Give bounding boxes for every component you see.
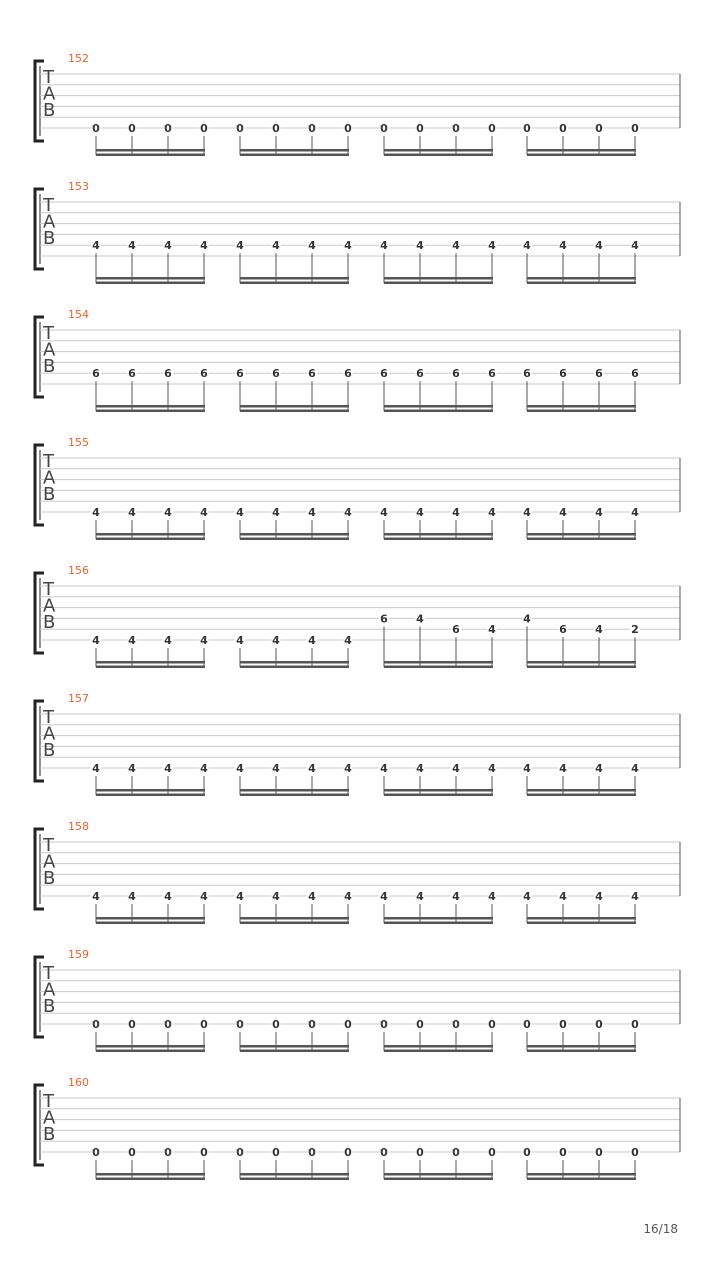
fret-number: 0: [452, 122, 460, 135]
beam: [96, 405, 205, 408]
fret-number: 4: [128, 239, 136, 253]
beam: [96, 1050, 205, 1053]
fret-number: 4: [559, 506, 567, 519]
fret-number: 4: [92, 506, 100, 519]
tab-clef-letter: B: [43, 1124, 56, 1145]
tab-clef-letter: A: [43, 979, 56, 1001]
fret-number: 4: [416, 762, 424, 775]
fret-number: 4: [236, 634, 244, 647]
fret-number: 4: [236, 506, 244, 519]
fret-number: 6: [92, 367, 100, 381]
fret-number: 4: [308, 506, 316, 519]
fret-number: 6: [488, 367, 496, 381]
tab-clef-letter: T: [43, 1091, 54, 1112]
beam: [384, 149, 493, 152]
fret-number: 0: [380, 1146, 388, 1159]
beam: [384, 789, 493, 792]
fret-number: 4: [236, 890, 244, 903]
beam: [96, 1045, 205, 1048]
fret-number: 0: [308, 1146, 316, 1159]
fret-number: 0: [344, 1146, 352, 1159]
fret-number: 4: [488, 890, 496, 903]
beam: [96, 922, 205, 925]
tab-clef-letter: B: [43, 996, 56, 1017]
beam: [384, 661, 493, 664]
tab-clef-letter: A: [43, 339, 56, 361]
fret-number: 2: [631, 623, 639, 637]
beam: [240, 917, 349, 920]
tab-clef-letter: A: [43, 723, 56, 745]
fret-number: 4: [416, 239, 424, 253]
fret-number: 0: [236, 1018, 244, 1031]
beam: [240, 661, 349, 664]
fret-number: 0: [595, 1018, 603, 1031]
fret-number: 0: [344, 1018, 352, 1031]
beam: [96, 282, 205, 285]
beam: [96, 538, 205, 541]
beam: [527, 1173, 636, 1176]
fret-number: 0: [631, 1146, 639, 1159]
measure-number: 156: [68, 564, 89, 577]
fret-number: 4: [559, 239, 567, 253]
fret-number: 4: [380, 890, 388, 903]
tab-clef-letter: A: [43, 211, 56, 233]
beam: [384, 1178, 493, 1181]
beam: [527, 789, 636, 792]
beam: [240, 922, 349, 925]
fret-number: 0: [164, 1146, 172, 1159]
fret-number: 4: [344, 890, 352, 903]
beam: [96, 533, 205, 536]
fret-number: 0: [200, 122, 208, 135]
measure-number: 153: [68, 180, 89, 193]
fret-number: 6: [200, 367, 208, 381]
fret-number: 4: [344, 239, 352, 253]
tab-clef-letter: T: [43, 323, 54, 344]
tab-clef-letter: B: [43, 612, 56, 633]
fret-number: 4: [452, 762, 460, 775]
fret-number: 4: [236, 762, 244, 775]
beam: [240, 1173, 349, 1176]
beam: [96, 661, 205, 664]
fret-number: 6: [308, 367, 316, 381]
tab-clef-letter: B: [43, 484, 56, 505]
beam: [527, 1050, 636, 1053]
fret-number: 0: [595, 1146, 603, 1159]
beam: [96, 917, 205, 920]
fret-number: 4: [488, 239, 496, 253]
beam: [240, 1178, 349, 1181]
fret-number: 6: [452, 367, 460, 381]
fret-number: 4: [488, 506, 496, 519]
fret-number: 4: [272, 239, 280, 253]
tab-clef-letter: A: [43, 1107, 56, 1129]
fret-number: 0: [272, 1018, 280, 1031]
fret-number: 4: [200, 634, 208, 647]
fret-number: 4: [523, 890, 531, 903]
measure-number: 160: [68, 1076, 89, 1089]
fret-number: 0: [631, 1018, 639, 1031]
tab-clef-letter: A: [43, 851, 56, 873]
beam: [527, 149, 636, 152]
tab-clef-letter: T: [43, 707, 54, 728]
fret-number: 4: [164, 506, 172, 519]
fret-number: 0: [308, 122, 316, 135]
beam: [240, 277, 349, 280]
beam: [527, 1045, 636, 1048]
fret-number: 4: [92, 239, 100, 253]
fret-number: 4: [344, 634, 352, 647]
fret-number: 4: [452, 506, 460, 519]
beam: [96, 666, 205, 669]
fret-number: 4: [200, 890, 208, 903]
beam: [384, 405, 493, 408]
fret-number: 4: [595, 762, 603, 775]
beam: [384, 1045, 493, 1048]
measure-number: 157: [68, 692, 89, 705]
fret-number: 0: [200, 1146, 208, 1159]
fret-number: 0: [272, 1146, 280, 1159]
beam: [240, 410, 349, 413]
fret-number: 4: [92, 890, 100, 903]
fret-number: 0: [272, 122, 280, 135]
fret-number: 0: [236, 1146, 244, 1159]
fret-number: 4: [308, 762, 316, 775]
beam: [384, 282, 493, 285]
fret-number: 6: [452, 623, 460, 637]
beam: [527, 917, 636, 920]
beam: [240, 794, 349, 797]
beam: [240, 149, 349, 152]
fret-number: 4: [523, 506, 531, 519]
fret-number: 0: [236, 122, 244, 135]
fret-number: 4: [523, 762, 531, 775]
fret-number: 4: [523, 239, 531, 253]
fret-number: 0: [559, 122, 567, 135]
fret-number: 4: [308, 634, 316, 647]
tab-clef-letter: T: [43, 579, 54, 600]
tab-clef-letter: A: [43, 595, 56, 617]
fret-number: 0: [488, 1018, 496, 1031]
fret-number: 6: [416, 367, 424, 381]
fret-number: 6: [272, 367, 280, 381]
fret-number: 6: [344, 367, 352, 381]
fret-number: 6: [236, 367, 244, 381]
fret-number: 4: [272, 506, 280, 519]
fret-number: 4: [559, 890, 567, 903]
beam: [96, 149, 205, 152]
fret-number: 0: [523, 1018, 531, 1031]
fret-number: 4: [272, 634, 280, 647]
fret-number: 4: [416, 506, 424, 519]
beam: [527, 154, 636, 157]
beam: [384, 666, 493, 669]
fret-number: 0: [452, 1018, 460, 1031]
fret-number: 0: [92, 1018, 100, 1031]
fret-number: 4: [128, 506, 136, 519]
fret-number: 4: [200, 762, 208, 775]
beam: [240, 789, 349, 792]
beam: [384, 794, 493, 797]
fret-number: 4: [631, 890, 639, 903]
fret-number: 0: [200, 1018, 208, 1031]
measure-number: 154: [68, 308, 89, 321]
fret-number: 4: [164, 634, 172, 647]
beam: [240, 666, 349, 669]
fret-number: 0: [92, 1146, 100, 1159]
fret-number: 6: [523, 367, 531, 381]
beam: [527, 661, 636, 664]
beam: [96, 789, 205, 792]
fret-number: 4: [128, 634, 136, 647]
fret-number: 4: [559, 762, 567, 775]
fret-number: 4: [344, 762, 352, 775]
measure-number: 159: [68, 948, 89, 961]
beam: [527, 533, 636, 536]
beam: [240, 405, 349, 408]
fret-number: 4: [452, 239, 460, 253]
beam: [96, 1178, 205, 1181]
fret-number: 4: [164, 762, 172, 775]
tab-clef-letter: B: [43, 228, 56, 249]
fret-number: 0: [164, 1018, 172, 1031]
beam: [240, 154, 349, 157]
fret-number: 0: [380, 122, 388, 135]
fret-number: 4: [488, 623, 496, 637]
fret-number: 4: [380, 506, 388, 519]
tab-clef-letter: B: [43, 356, 56, 377]
beam: [240, 1045, 349, 1048]
beam: [96, 277, 205, 280]
beam: [240, 538, 349, 541]
fret-number: 4: [164, 890, 172, 903]
beam: [384, 1173, 493, 1176]
measure-number: 155: [68, 436, 89, 449]
beam: [384, 410, 493, 413]
fret-number: 4: [595, 890, 603, 903]
tab-clef-letter: B: [43, 100, 56, 121]
beam: [384, 154, 493, 157]
beam: [96, 410, 205, 413]
fret-number: 0: [344, 122, 352, 135]
fret-number: 4: [164, 239, 172, 253]
fret-number: 0: [416, 1018, 424, 1031]
fret-number: 0: [523, 122, 531, 135]
beam: [384, 922, 493, 925]
fret-number: 0: [559, 1018, 567, 1031]
beam: [527, 410, 636, 413]
beam: [527, 922, 636, 925]
fret-number: 4: [380, 239, 388, 253]
beam: [240, 282, 349, 285]
fret-number: 4: [631, 506, 639, 519]
fret-number: 0: [416, 122, 424, 135]
fret-number: 4: [631, 762, 639, 775]
fret-number: 4: [416, 890, 424, 903]
fret-number: 4: [128, 762, 136, 775]
measure-number: 158: [68, 820, 89, 833]
fret-number: 4: [200, 239, 208, 253]
tab-clef-letter: A: [43, 83, 56, 105]
tab-clef-letter: T: [43, 963, 54, 984]
beam: [527, 1178, 636, 1181]
fret-number: 0: [488, 1146, 496, 1159]
fret-number: 4: [595, 506, 603, 519]
fret-number: 0: [128, 1146, 136, 1159]
tab-clef-letter: A: [43, 467, 56, 489]
beam: [527, 405, 636, 408]
tab-clef-letter: T: [43, 195, 54, 216]
fret-number: 6: [631, 367, 639, 381]
fret-number: 4: [416, 612, 424, 626]
fret-number: 4: [236, 239, 244, 253]
fret-number: 6: [595, 367, 603, 381]
fret-number: 6: [380, 367, 388, 381]
tab-clef-letter: B: [43, 868, 56, 889]
beam: [240, 1050, 349, 1053]
fret-number: 0: [416, 1146, 424, 1159]
beam: [527, 277, 636, 280]
beam: [384, 917, 493, 920]
fret-number: 6: [128, 367, 136, 381]
fret-number: 0: [380, 1018, 388, 1031]
fret-number: 4: [452, 890, 460, 903]
fret-number: 0: [308, 1018, 316, 1031]
fret-number: 0: [452, 1146, 460, 1159]
fret-number: 4: [308, 239, 316, 253]
page-number: 16/18: [643, 1222, 678, 1236]
beam: [527, 538, 636, 541]
fret-number: 0: [92, 122, 100, 135]
beam: [527, 666, 636, 669]
fret-number: 4: [92, 762, 100, 775]
fret-number: 6: [559, 623, 567, 637]
fret-number: 0: [523, 1146, 531, 1159]
fret-number: 4: [200, 506, 208, 519]
beam: [527, 282, 636, 285]
tab-clef-letter: B: [43, 740, 56, 761]
fret-number: 4: [488, 762, 496, 775]
fret-number: 6: [559, 367, 567, 381]
tab-clef-letter: T: [43, 451, 54, 472]
fret-number: 6: [380, 612, 388, 626]
fret-number: 0: [559, 1146, 567, 1159]
beam: [384, 1050, 493, 1053]
beam: [384, 538, 493, 541]
fret-number: 4: [272, 890, 280, 903]
beam: [240, 533, 349, 536]
fret-number: 4: [308, 890, 316, 903]
beam: [96, 794, 205, 797]
fret-number: 4: [595, 239, 603, 253]
fret-number: 0: [631, 122, 639, 135]
beam: [384, 277, 493, 280]
fret-number: 4: [631, 239, 639, 253]
beam: [96, 154, 205, 157]
fret-number: 4: [92, 634, 100, 647]
fret-number: 4: [380, 762, 388, 775]
fret-number: 4: [523, 612, 531, 626]
fret-number: 4: [272, 762, 280, 775]
fret-number: 4: [595, 623, 603, 637]
tab-clef-letter: T: [43, 835, 54, 856]
fret-number: 4: [128, 890, 136, 903]
beam: [96, 1173, 205, 1176]
fret-number: 0: [128, 1018, 136, 1031]
fret-number: 6: [164, 367, 172, 381]
fret-number: 4: [344, 506, 352, 519]
tab-clef-letter: T: [43, 67, 54, 88]
fret-number: 0: [164, 122, 172, 135]
fret-number: 0: [128, 122, 136, 135]
fret-number: 0: [488, 122, 496, 135]
beam: [527, 794, 636, 797]
beam: [384, 533, 493, 536]
measure-number: 152: [68, 52, 89, 65]
fret-number: 0: [595, 122, 603, 135]
